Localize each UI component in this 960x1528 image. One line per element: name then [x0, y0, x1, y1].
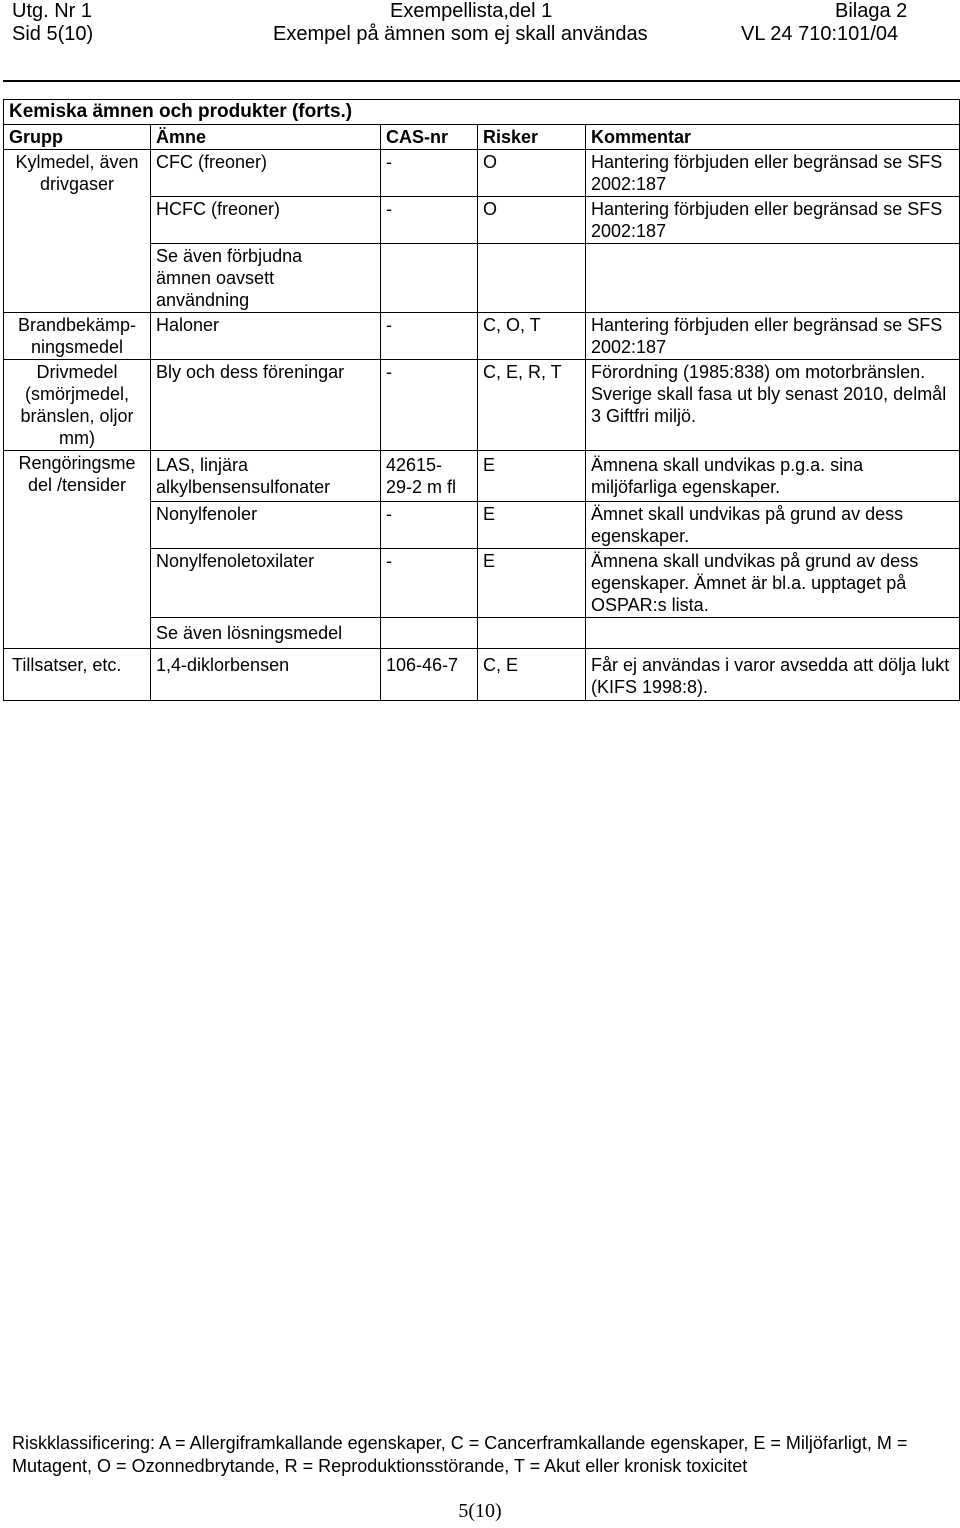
- risk-classification-legend: Riskklassificering: A = Allergiframkallande egenskaper, C = Cancerframkallande egenskaper, E = Miljöfarligt, M = Mutagent, O = Ozonnedbrytande, R = Reproduktionsstörande, T = Akut eller kronisk toxicitet: [12, 1433, 908, 1476]
- group-cell: Drivmedel (smörjmedel, bränslen, oljor mm): [4, 360, 151, 451]
- table-row: [4, 313, 960, 360]
- group-cell: [4, 502, 151, 549]
- risk-cell: E: [478, 451, 586, 502]
- group-cell: [4, 244, 151, 313]
- substance-cell: CFC (freoner): [151, 150, 381, 197]
- section-title: Kemiska ämnen och produkter (forts.): [4, 100, 960, 125]
- table-row: [4, 150, 960, 197]
- risk-cell: C, E, R, T: [478, 360, 586, 451]
- group-cell: [4, 549, 151, 618]
- table-row: [4, 197, 960, 244]
- edition-label: Utg. Nr 1: [12, 0, 93, 22]
- cas-cell: -: [381, 549, 478, 618]
- table-row: [4, 649, 960, 701]
- risk-cell: E: [478, 502, 586, 549]
- column-header: Ämne: [151, 125, 381, 150]
- page-indicator: Sid 5(10): [12, 23, 94, 45]
- cas-cell: [381, 618, 478, 649]
- list-title: Exempellista,del 1: [390, 0, 553, 22]
- table-row: [4, 549, 960, 618]
- substance-cell: Haloner: [151, 313, 381, 360]
- risk-cell: C, O, T: [478, 313, 586, 360]
- risk-cell: C, E: [478, 649, 586, 701]
- column-header: Risker: [478, 125, 586, 150]
- substance-cell: LAS, linjära alkylbensensulfonater: [151, 451, 381, 502]
- cas-cell: -: [381, 360, 478, 451]
- substance-cell: Bly och dess föreningar: [151, 360, 381, 451]
- comment-cell: Ämnet skall undvikas på grund av dess egenskaper.: [586, 502, 960, 549]
- comment-cell: Hantering förbjuden eller begränsad se SFS 2002:187: [586, 150, 960, 197]
- comment-cell: Ämnena skall undvikas p.g.a. sina miljöfarliga egenskaper.: [586, 451, 960, 502]
- risk-cell: O: [478, 197, 586, 244]
- comment-cell: Får ej användas i varor avsedda att dölja lukt (KIFS 1998:8).: [586, 649, 960, 701]
- group-cell: Rengöringsme del /tensider: [4, 451, 151, 502]
- comment-cell: Förordning (1985:838) om motorbränslen. Sverige skall fasa ut bly senast 2010, delmål 3 Giftfri miljö.: [586, 360, 960, 451]
- substance-cell: Se även förbjudna ämnen oavsett användning: [151, 244, 381, 313]
- table-row: [4, 502, 960, 549]
- substance-cell: HCFC (freoner): [151, 197, 381, 244]
- header-divider: [3, 80, 960, 82]
- table-row: [4, 244, 960, 313]
- column-header: Kommentar: [586, 125, 960, 150]
- substance-cell: Se även lösningsmedel: [151, 618, 381, 649]
- group-cell: [4, 618, 151, 649]
- column-header: Grupp: [4, 125, 151, 150]
- table-header-row: [4, 125, 960, 150]
- column-header: CAS-nr: [381, 125, 478, 150]
- group-cell: Kylmedel, även drivgaser: [4, 150, 151, 197]
- group-cell: Brandbekämp-ningsmedel: [4, 313, 151, 360]
- cas-cell: -: [381, 313, 478, 360]
- substances-table: [3, 99, 960, 701]
- cas-cell: 106-46-7: [381, 649, 478, 701]
- risk-cell: [478, 244, 586, 313]
- page-number: 5(10): [458, 1500, 502, 1522]
- comment-cell: [586, 618, 960, 649]
- comment-cell: [586, 244, 960, 313]
- risk-cell: E: [478, 549, 586, 618]
- risk-cell: [478, 618, 586, 649]
- risk-cell: O: [478, 150, 586, 197]
- group-cell: Tillsatser, etc.: [4, 649, 151, 701]
- table-row: [4, 451, 960, 502]
- document-reference: VL 24 710:101/04: [741, 23, 899, 45]
- cas-cell: -: [381, 502, 478, 549]
- group-cell: [4, 197, 151, 244]
- cas-cell: 42615-29-2 m fl: [381, 451, 478, 502]
- cas-cell: [381, 244, 478, 313]
- substance-cell: Nonylfenoletoxilater: [151, 549, 381, 618]
- cas-cell: -: [381, 197, 478, 244]
- comment-cell: Hantering förbjuden eller begränsad se SFS 2002:187: [586, 313, 960, 360]
- comment-cell: Hantering förbjuden eller begränsad se SFS 2002:187: [586, 197, 960, 244]
- appendix-label: Bilaga 2: [835, 0, 908, 22]
- table-row: [4, 618, 960, 649]
- table-row: [4, 360, 960, 451]
- cas-cell: -: [381, 150, 478, 197]
- substance-cell: Nonylfenoler: [151, 502, 381, 549]
- substance-cell: 1,4-diklorbensen: [151, 649, 381, 701]
- comment-cell: Ämnena skall undvikas på grund av dess egenskaper. Ämnet är bl.a. upptaget på OSPAR:s lista.: [586, 549, 960, 618]
- subtitle: Exempel på ämnen som ej skall användas: [273, 23, 648, 45]
